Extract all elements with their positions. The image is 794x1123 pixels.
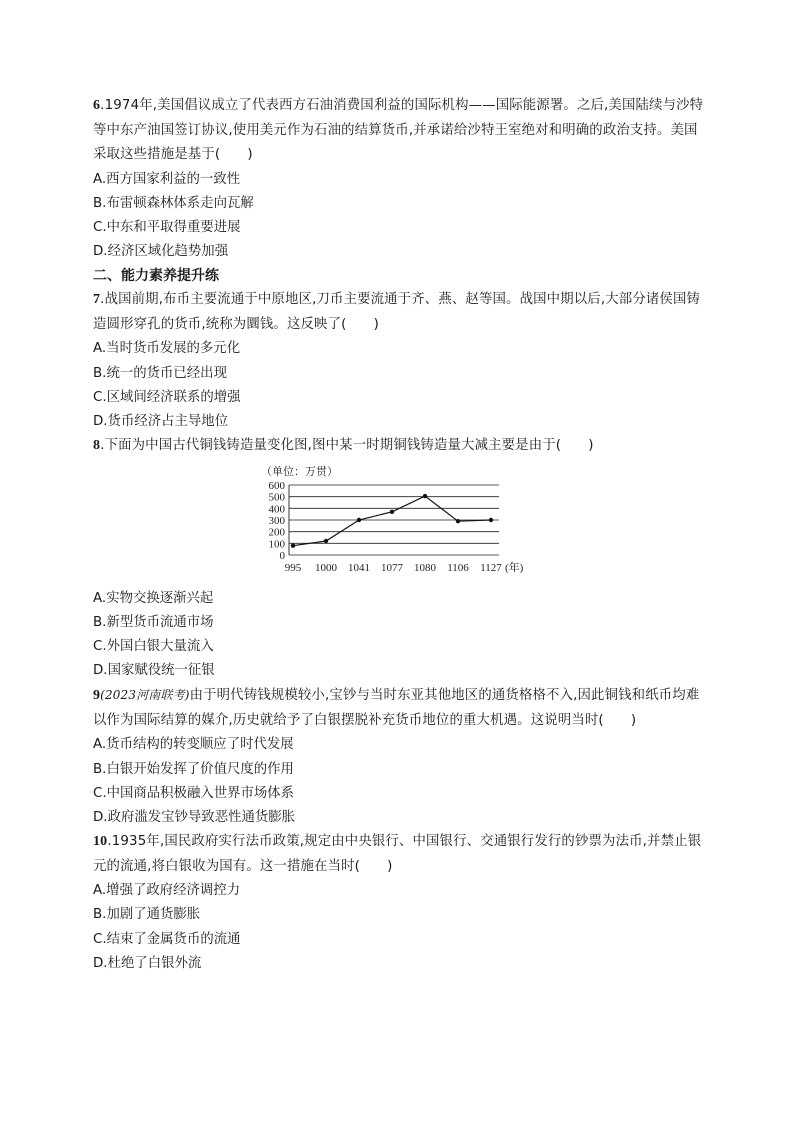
x-tick-label: 1000 [315,561,337,574]
question-9-stem [93,683,705,733]
option-b: B.统一的货币已经出现 [93,365,227,381]
series-line [293,496,491,546]
option-a: A.西方国家利益的一致性 [93,171,241,187]
question-6-stem [93,94,705,168]
question-number: 9 [93,688,101,704]
option-c: C.区域间经济联系的增强 [93,389,241,405]
option-a: A.货币结构的转变顺应了时代发展 [93,737,294,753]
copper-coin-chart [93,461,705,585]
question-10-stem [93,830,705,879]
x-unit-label: (年) [505,561,524,574]
section-heading: 二、能力素养提升练 [93,268,219,285]
x-tick-label: 1080 [414,561,436,574]
y-tick-label: 500 [268,491,285,504]
line-chart [93,461,705,585]
question-text: .1974年,美国倡议成立了代表西方石油消费国利益的国际机构——国际能源署。之后,美国陆续与沙特等中东产油国签订协议,使用美元作为石油的结算货币,并承诺给沙特王室绝对和明确的政治支持。美国采取这些措施是基于( ) [93,98,704,162]
option-d: D.政府滥发宝钞导致恶性通货膨胀 [93,810,296,826]
question-text: .1935年,国民政府实行法币政策,规定由中央银行、中国银行、交通银行发行的钞票为法币,并禁止银元的流通,将白银收为国有。这一措施在当时( ) [93,834,702,874]
data-point [456,519,460,523]
x-tick-label: 1127 [480,561,502,574]
y-tick-label: 400 [268,502,285,515]
option-c: C.中东和平取得重要进展 [93,219,241,235]
option-c: C.结束了金属货币的流通 [93,931,241,947]
option-d: D.杜绝了白银外流 [93,955,202,971]
question-number: 10 [93,834,108,850]
data-point [390,509,394,513]
question-number: 8 [93,438,101,454]
option-a: A.实物交换逐渐兴起 [93,590,214,606]
option-d: D.货币经济占主导地位 [93,413,229,429]
data-point [489,517,493,521]
x-tick-label: 1106 [447,561,469,574]
option-a: A.增强了政府经济调控力 [93,883,241,899]
option-b: B.白银开始发挥了价值尺度的作用 [93,761,294,777]
y-tick-label: 600 [268,479,285,492]
question-text: 由于明代铸钱规模较小,宝钞与当时东亚其他地区的通货格格不入,因此铜钱和纸币均难以作为国际结算的媒介,历史就给予了白银摆脱补充货币地位的重大机遇。这说明当时( ) [93,688,700,728]
data-point [357,517,361,521]
unit-label: （单位：万贯） [261,465,338,478]
option-c: C.中国商品积极融入世界市场体系 [93,785,295,801]
option-b: B.新型货币流通市场 [93,614,214,630]
x-tick-label: 995 [284,561,302,574]
paper-content [93,94,705,976]
option-d: D.国家赋役统一征银 [93,663,215,679]
option-b: B.加剧了通货膨胀 [93,907,201,923]
option-c: C.外国白银大量流入 [93,639,214,655]
question-text: .战国前期,布币主要流通于中原地区,刀币主要流通于齐、燕、赵等国。战国中期以后,大部分诸侯国铸造圆形穿孔的货币,统称为圜钱。这反映了( ) [93,292,701,332]
question-number: 7 [93,292,101,308]
data-point [423,494,427,498]
question-source: (2023河南联考) [100,688,190,703]
y-tick-label: 100 [268,537,285,550]
option-b: B.布雷顿森林体系走向瓦解 [93,195,254,211]
data-point [291,543,295,547]
question-text: .下面为中国古代铜钱铸造量变化图,图中某一时期铜钱铸造量大减主要是由于( ) [100,438,594,454]
option-d: D.经济区域化趋势加强 [93,244,229,260]
y-tick-label: 200 [268,526,285,539]
question-8-stem [93,434,705,459]
data-point [324,538,328,542]
option-a: A.当时货币发展的多元化 [93,341,241,357]
question-number: 6 [93,98,101,113]
question-7-stem [93,288,705,337]
y-tick-label: 0 [279,549,285,562]
y-tick-label: 300 [268,514,285,527]
x-tick-label: 1041 [348,561,370,574]
x-tick-label: 1077 [381,561,403,574]
